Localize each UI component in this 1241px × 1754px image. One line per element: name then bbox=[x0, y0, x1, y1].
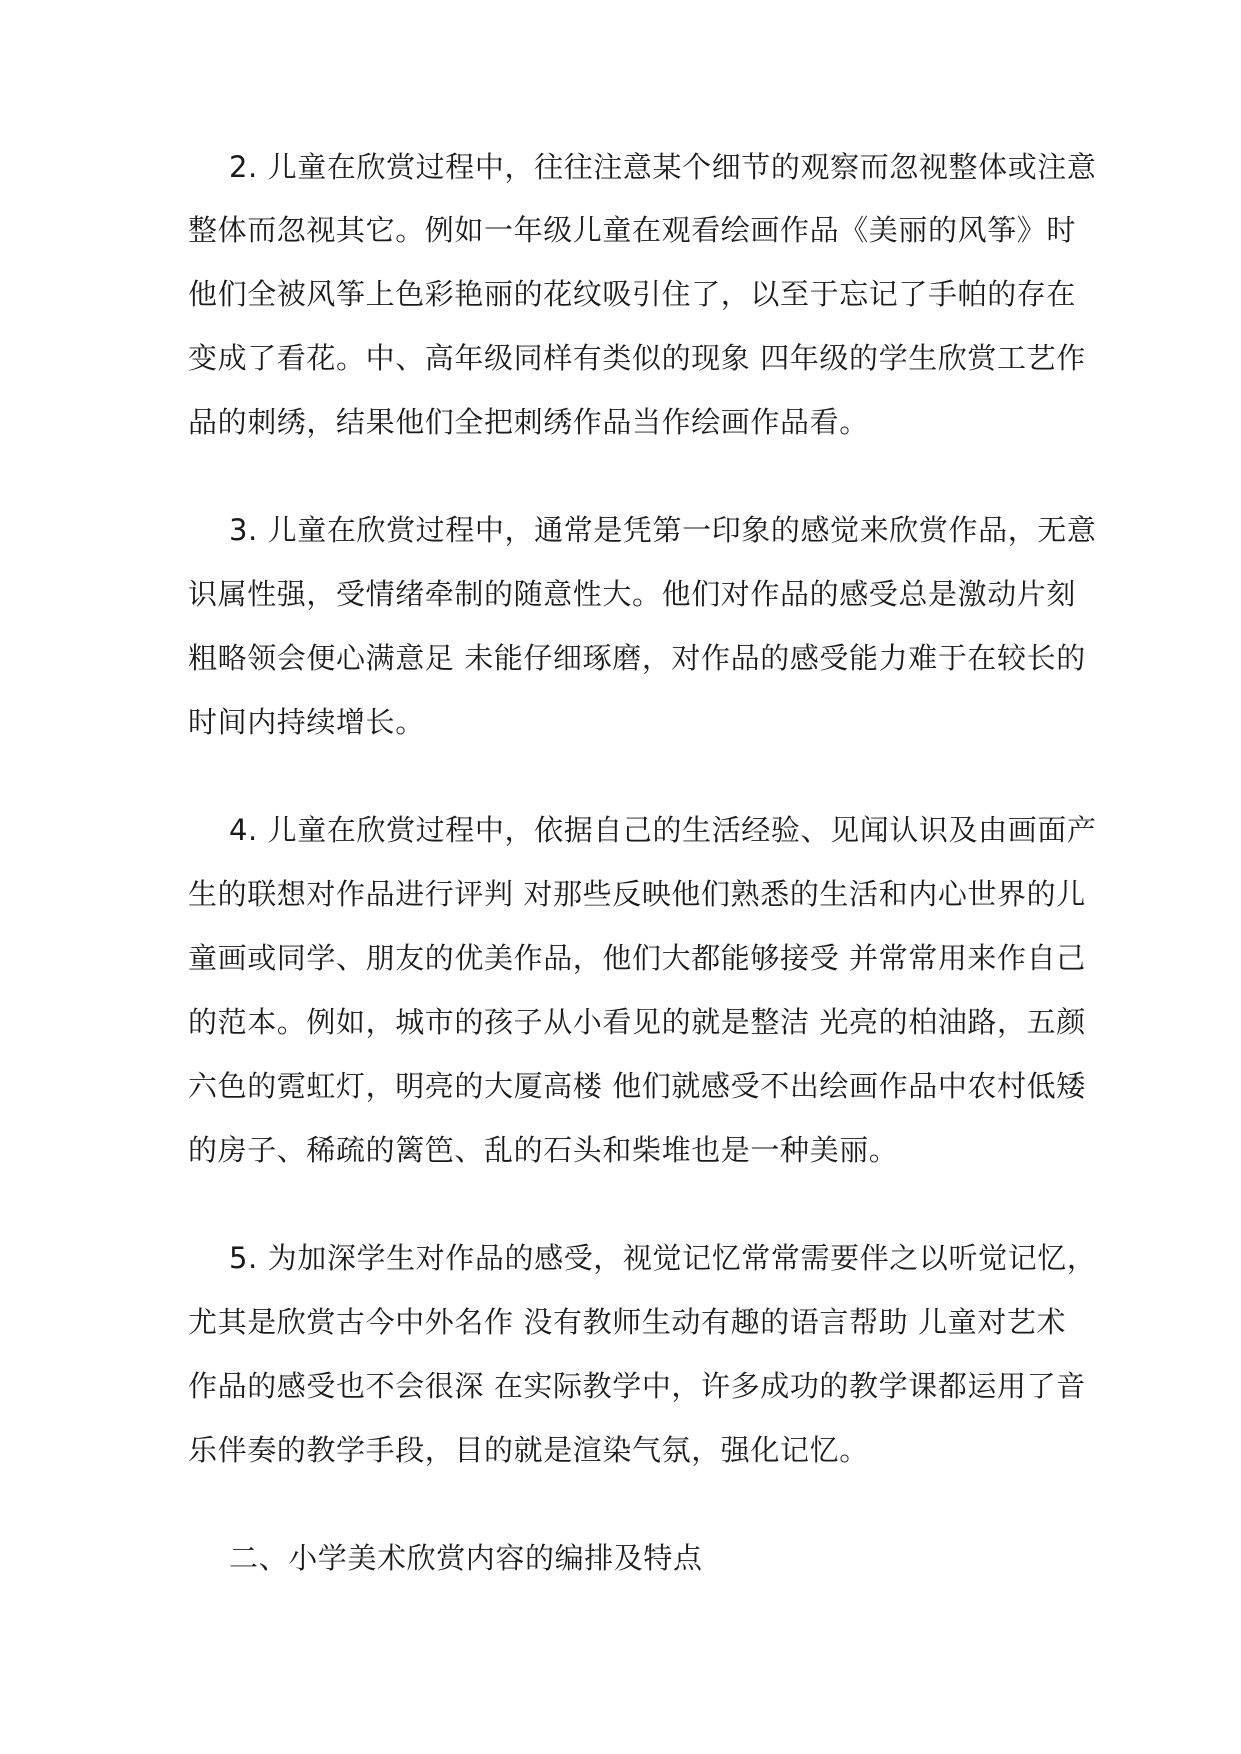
paragraph-line: 时间内持续增长。 bbox=[188, 705, 425, 739]
heading-line: 二、小学美术欣赏内容的编排及特点 bbox=[229, 1541, 703, 1575]
paragraph-line: 的范本。例如，城市的孩子从小看见的就是整洁 光亮的柏油路，五颜 bbox=[188, 1005, 1086, 1039]
paragraph-line: 尤其是欣赏古今中外名作 没有教师生动有趣的语言帮助 儿童对艺术 bbox=[188, 1305, 1067, 1339]
paragraph-line: 童画或同学、朋友的优美作品，他们大都能够接受 并常常用来作自己 bbox=[188, 941, 1086, 975]
paragraph-line: 他们全被风筝上色彩艳丽的花纹吸引住了，以至于忘记了手帕的存在 bbox=[188, 277, 1077, 311]
paragraph-line: 粗略领会便心满意足 未能仔细琢磨，对作品的感受能力难于在较长的 bbox=[188, 641, 1086, 675]
paragraph-line: 变成了看花。中、高年级同样有类似的现象 四年级的学生欣赏工艺作 bbox=[188, 341, 1086, 375]
paragraph-line: 乐伴奏的教学手段，目的就是渲染气氛，强化记忆。 bbox=[188, 1433, 869, 1467]
paragraph-line: 4. 儿童在欣赏过程中，依据自己的生活经验、见闻认识及由画面产 bbox=[229, 813, 1097, 847]
paragraph-line: 品的刺绣，结果他们全把刺绣作品当作绘画作品看。 bbox=[188, 405, 869, 439]
paragraph-line: 5. 为加深学生对作品的感受，视觉记忆常常需要伴之以听觉记忆， bbox=[229, 1241, 1097, 1275]
paragraph-line: 生的联想对作品进行评判 对那些反映他们熟悉的生活和内心世界的儿 bbox=[188, 877, 1086, 911]
paragraph-line: 的房子、稀疏的篱笆、乱的石头和柴堆也是一种美丽。 bbox=[188, 1133, 899, 1167]
paragraph-line: 作品的感受也不会很深 在实际教学中，许多成功的教学课都运用了音 bbox=[188, 1369, 1086, 1403]
paragraph-line: 整体而忽视其它。例如一年级儿童在观看绘画作品《美丽的风筝》时 bbox=[188, 213, 1077, 247]
paragraph-line: 六色的霓虹灯，明亮的大厦高楼 他们就感受不出绘画作品中农村低矮 bbox=[188, 1069, 1086, 1103]
paragraph-line: 识属性强，受情绪牵制的随意性大。他们对作品的感受总是激动片刻 bbox=[188, 577, 1077, 611]
paragraph-line: 2. 儿童在欣赏过程中，往往注意某个细节的观察而忽视整体或注意 bbox=[229, 150, 1097, 184]
paragraph-line: 3. 儿童在欣赏过程中，通常是凭第一印象的感觉来欣赏作品，无意 bbox=[229, 513, 1097, 547]
